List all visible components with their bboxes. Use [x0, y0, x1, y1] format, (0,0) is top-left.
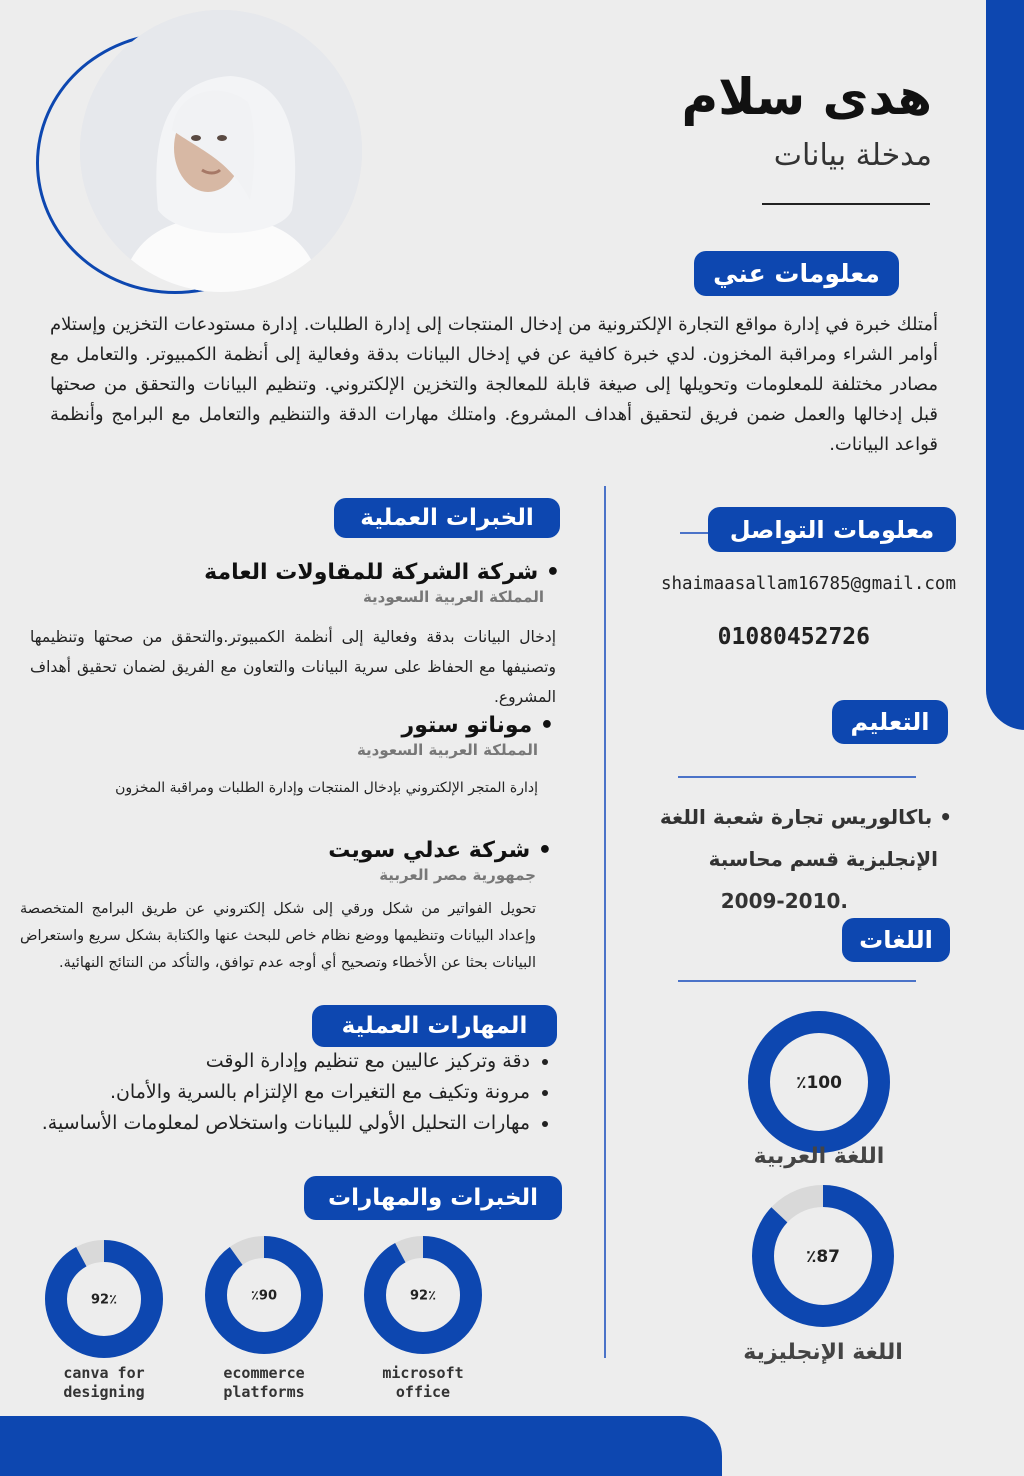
languages-heading: اللغات: [842, 918, 950, 962]
skill-item: • مهارات التحليل الأولي للبيانات واستخلاص لمعلومات الأساسية.: [40, 1110, 530, 1137]
tool-name: [24, 1364, 184, 1402]
ring-percent-label: ٪100: [796, 1073, 842, 1094]
person-portrait-icon: [80, 10, 362, 292]
ring-percent-label: ٪90: [250, 1288, 278, 1304]
tool-name-line: office: [395, 1383, 451, 1401]
language-ring: [741, 1174, 905, 1338]
ring-percent-label: ٪87: [805, 1247, 841, 1268]
skill-item: • دقة وتركيز عاليين مع تنظيم وإدارة الوقت: [40, 1048, 530, 1075]
column-divider: [604, 486, 606, 1358]
job-title: مدخلة بيانات: [773, 138, 932, 173]
tool-name-line: platforms: [223, 1383, 305, 1401]
education-divider: [678, 776, 916, 778]
job-description: إدخال البيانات بدقة وفعالية إلى أنظمة الكمبيوتر.والتحقق من صحتها وتنظيمها وتصنيفها مع الحفاظ على سرية البيانات والتعاون مع الفريق لضمان تحقيق أهداف المشروع.: [30, 628, 556, 706]
full-name: هدى سلام: [681, 68, 932, 126]
language-name: اللغة العربية: [753, 1144, 885, 1169]
experience-heading: الخبرات العملية: [334, 498, 560, 538]
tool-name-line: microsoft: [382, 1364, 464, 1382]
skill-item: • مرونة وتكيف مع التغيرات مع الإلتزام بالسرية والأمان.: [40, 1079, 530, 1106]
education-degree: • باكالوريس تجارة شعبة اللغة: [659, 805, 952, 829]
education-major: الإنجليزية قسم محاسبة: [708, 847, 938, 871]
education-details: [620, 796, 952, 922]
tool-name: [343, 1364, 503, 1402]
ring-percent-label: 92٪: [409, 1288, 437, 1304]
contact-heading: معلومات التواصل: [708, 507, 956, 552]
decorative-bottom-bar: [0, 1416, 722, 1476]
job-description: تحويل الفواتير من شكل ورقي إلى شكل إلكتروني عن طريق البرامج المتخصصة وإعداد البيانات وتنظيمها ووضع نظام خاص للبحث عنها والكتابة بشكل سريع واستعراض البيانات بحثا عن الأخطاء وتصحيح أي أوجه عدم توافق، والتأكد من النتائج النهائية.: [20, 901, 536, 971]
contact-line-decoration: [680, 532, 710, 534]
tool-ring: [353, 1225, 493, 1365]
job-location: المملكة العربية السعودية: [362, 588, 544, 606]
job-item: [40, 560, 560, 606]
tool-name: [184, 1364, 344, 1402]
job-item: [40, 713, 554, 759]
decorative-side-bar: [986, 0, 1024, 730]
about-text: أمتلك خبرة في إدارة مواقع التجارة الإلكترونية من إدخال المنتجات إلى إدارة الطلبات. إدارة مستودعات التخزين وإستلام أوامر الشراء ومراقبة المخزون. لدي خبرة كافية عن في إدخال البيانات بدقة وفعالية إلى أنظمة الكمبيوتر. والتعامل مع مصادر مختلفة للمعلومات وتحويلها إلى صيغة قابلة للمعالجة والتخزين الإلكتروني. وتنظيم البيانات والتحقق من صحتها قبل إدخالها والعمل ضمن فريق لتحقيق أهداف المشروع. وامتلك مهارات الدقة والتنظيم والتعامل مع البرامج وأنظمة قواعد البيانات.: [50, 314, 938, 455]
education-years: 2009-2010.: [720, 889, 848, 913]
education-heading: التعليم: [832, 700, 948, 744]
job-location: جمهورية مصر العربية: [379, 866, 536, 884]
about-heading: معلومات عني: [694, 251, 899, 296]
tool-ring: [194, 1225, 334, 1365]
skills-heading: المهارات العملية: [312, 1005, 557, 1047]
ring-percent-label: 92٪: [90, 1292, 118, 1308]
profile-photo: [80, 10, 362, 292]
job-company: • شركة عدلي سويت: [328, 838, 552, 863]
job-location: المملكة العربية السعودية: [356, 741, 538, 759]
name-divider: [762, 203, 930, 205]
language-name: اللغة الإنجليزية: [743, 1340, 903, 1365]
job-description: إدارة المتجر الإلكتروني بإدخال المنتجات وإدارة الطلبات ومراقبة المخزون: [115, 780, 538, 796]
tool-name-line: ecommerce: [223, 1364, 305, 1382]
tool-ring: [34, 1229, 174, 1369]
tool-name-line: designing: [63, 1383, 145, 1401]
job-company: • موناتو ستور: [401, 713, 554, 738]
phone-number: 01080452726: [717, 624, 870, 650]
job-company: • شركة الشركة للمقاولات العامة: [204, 560, 560, 585]
language-ring: [737, 1000, 901, 1164]
tool-name-line: canva for: [63, 1364, 145, 1382]
skills-list: [40, 1048, 550, 1141]
job-item: [40, 838, 552, 884]
email-address: shaimaasallam16785@gmail.com: [660, 574, 956, 594]
languages-divider: [678, 980, 916, 982]
tools-heading: الخبرات والمهارات: [304, 1176, 562, 1220]
